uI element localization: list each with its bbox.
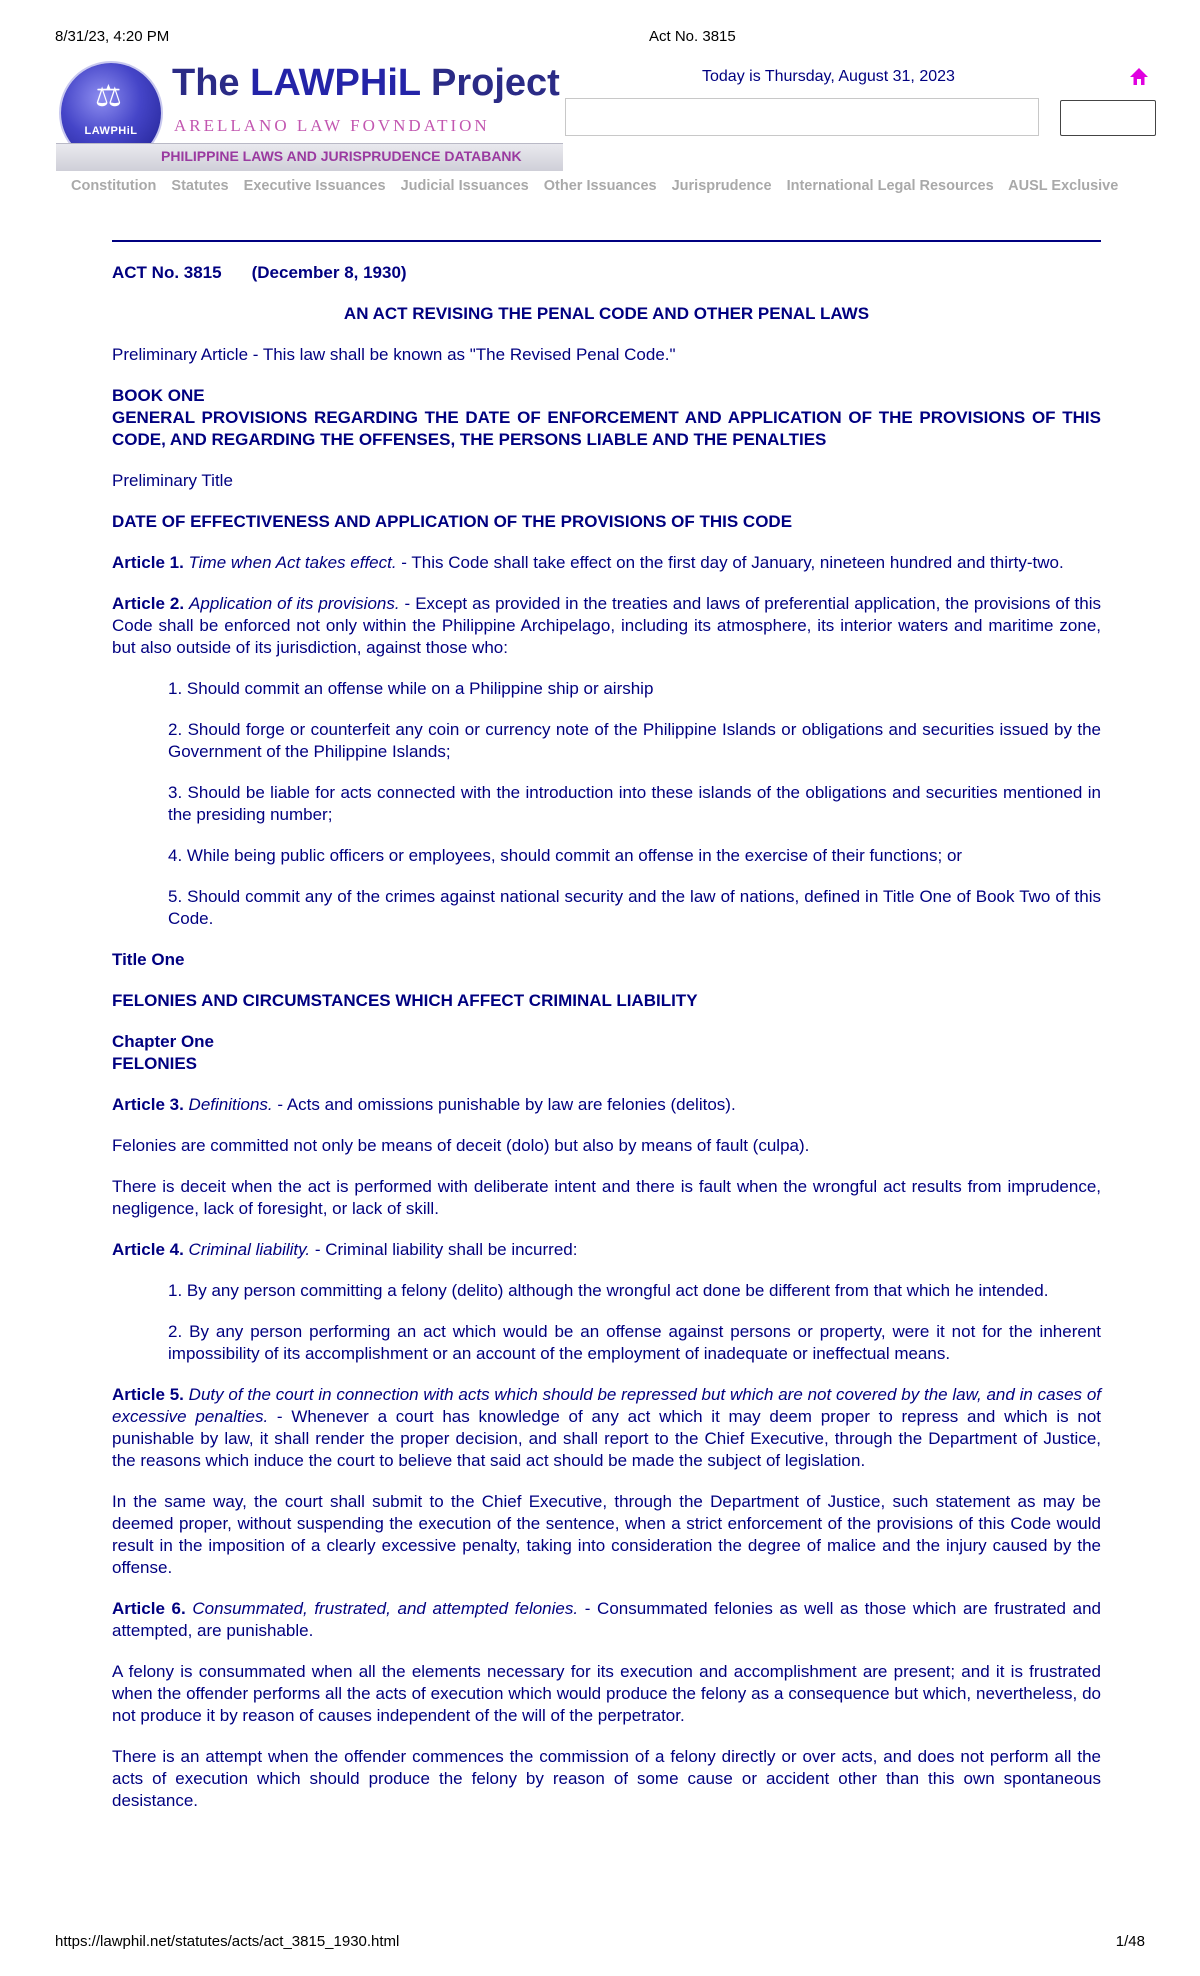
today-date: Today is Thursday, August 31, 2023 (702, 68, 955, 85)
preliminary-title: Preliminary Title (112, 471, 233, 490)
article-1-text: - This Code shall take effect on the first day of January, nineteen hundred and thirty-two. (396, 553, 1064, 572)
nav-executive-issuances[interactable]: Executive Issuances (243, 178, 386, 194)
article-3-text: - Acts and omissions punishable by law are felonies (delitos). (272, 1095, 736, 1114)
databank-label: PHILIPPINE LAWS AND JURISPRUDENCE DATABANK (161, 148, 522, 164)
databank-bar (56, 143, 563, 171)
article-1 (112, 552, 1101, 574)
article-4-caption: Criminal liability. (188, 1240, 311, 1259)
print-footer (55, 1933, 1145, 1953)
nav-constitution[interactable]: Constitution (71, 178, 157, 194)
article-2-text: - Except as provided in the treaties and laws of preferential application, the provisions of this Code shall be enforced not only within the Philippine Archipelago, including its atmosphere, its interior waters and maritime zone, but also outside of its jurisdiction, against those who: (112, 594, 1101, 657)
nav-other-issuances[interactable]: Other Issuances (543, 178, 657, 194)
search-button[interactable] (1060, 100, 1156, 136)
article-2-item: 2. Should forge or counterfeit any coin or currency note of the Philippine Islands or obligations and securities issued by the Government of the Philippine Islands; (168, 720, 1101, 761)
main-nav (71, 178, 1131, 194)
article-4-label: Article 4. (112, 1240, 184, 1259)
article-3-paragraph: Felonies are committed not only be means of deceit (dolo) but also by means of fault (culpa). (112, 1136, 810, 1155)
article-6-caption: Consummated, frustrated, and attempted felonies. (192, 1599, 579, 1618)
act-date: (December 8, 1930) (251, 263, 407, 282)
title-one-heading: FELONIES AND CIRCUMSTANCES WHICH AFFECT CRIMINAL LIABILITY (112, 991, 698, 1010)
site-title-suffix: Project (420, 62, 560, 104)
article-4-item: 2. By any person performing an act which would be an offense against persons or property, were it not for the inherent impossibility of its accomplishment or an account of the employment of inadequate or ineffectual means. (168, 1322, 1101, 1363)
act-title: AN ACT REVISING THE PENAL CODE AND OTHER PENAL LAWS (343, 304, 870, 323)
preliminary-title-heading: DATE OF EFFECTIVENESS AND APPLICATION OF THE PROVISIONS OF THIS CODE (112, 512, 793, 531)
print-header (55, 28, 1145, 48)
print-datetime: 8/31/23, 4:20 PM (55, 28, 170, 45)
scales-icon: ⚖ (95, 80, 122, 113)
chapter-one-heading (112, 1031, 1101, 1075)
site-title-brand: LAWPHiL (250, 62, 421, 104)
header-divider (112, 240, 1101, 242)
title-one: Title One (112, 950, 185, 969)
article-5-label: Article 5. (112, 1385, 184, 1404)
chapter-one-title: FELONIES (112, 1054, 198, 1073)
emblem-text: LAWPHiL (84, 125, 138, 137)
article-1-label: Article 1. (112, 553, 184, 572)
site-logo[interactable] (56, 60, 563, 172)
act-heading (112, 262, 1101, 284)
site-title (172, 62, 560, 105)
article-4 (112, 1239, 1101, 1261)
article-6-paragraph: There is an attempt when the offender commences the commission of a felony directly or over acts, and does not perform all the acts of execution which should produce the felony by reason of some cause or accident other than this own spontaneous desistance. (112, 1747, 1101, 1810)
article-2-label: Article 2. (112, 594, 185, 613)
site-title-prefix: The (172, 62, 251, 104)
nav-statutes[interactable]: Statutes (171, 178, 229, 194)
article-2-caption: Application of its provisions. (189, 594, 400, 613)
article-2-item: 3. Should be liable for acts connected with the introduction into these islands of the obligations and securities mentioned in the presiding number; (168, 783, 1101, 824)
book-one-title: GENERAL PROVISIONS REGARDING THE DATE OF ENFORCEMENT AND APPLICATION OF THE PROVISIONS OF THIS CODE, AND REGARDING THE OFFENSES, THE PERSONS LIABLE AND THE PENALTIES (112, 408, 1101, 449)
article-2-item: 5. Should commit any of the crimes against national security and the law of nations, defined in Title One of Book Two of this Code. (168, 887, 1101, 928)
act-number: ACT No. 3815 (112, 263, 222, 282)
search-input[interactable] (565, 98, 1039, 136)
nav-judicial-issuances[interactable]: Judicial Issuances (400, 178, 529, 194)
article-4-text: - Criminal liability shall be incurred: (310, 1240, 578, 1259)
print-page-number: 1/48 (1115, 1933, 1145, 1950)
article-5-text: - Whenever a court has knowledge of any act which it may deem proper to repress and which is not punishable by law, it shall render the proper decision, and shall report to the Chief Executive, through the Department of Justice, the reasons which induce the court to believe that said act should be made the subject of legislation. (112, 1407, 1101, 1470)
article-3-paragraph: There is deceit when the act is performed with deliberate intent and there is fault when the wrongful act results from imprudence, negligence, lack of foresight, or lack of skill. (112, 1177, 1101, 1218)
print-doc-title: Act No. 3815 (649, 28, 736, 45)
article-6-text: - Consummated felonies as well as those which are frustrated and attempted, are punishable. (112, 1599, 1102, 1640)
preliminary-article: Preliminary Article - This law shall be known as "The Revised Penal Code." (112, 345, 676, 364)
article-6 (112, 1598, 1101, 1642)
article-6-label: Article 6. (112, 1599, 186, 1618)
nav-ausl-exclusive[interactable]: AUSL Exclusive (1008, 178, 1119, 194)
book-one: BOOK ONE (112, 386, 205, 405)
chapter-one: Chapter One (112, 1032, 215, 1051)
article-5-paragraph: In the same way, the court shall submit to the Chief Executive, through the Department of Justice, such statement as may be deemed proper, without suspending the execution of the sentence, when a strict enforcement of the provisions of this Code would result in the imposition of a clearly excessive penalty, taking into consideration the degree of malice and the injury caused by the offense. (112, 1492, 1101, 1577)
article-1-caption: Time when Act takes effect. (188, 553, 397, 572)
article-4-item: 1. By any person committing a felony (delito) although the wrongful act done be different from that which he intended. (168, 1281, 1049, 1300)
article-6-paragraph: A felony is consummated when all the elements necessary for its execution and accomplishment are present; and it is frustrated when the offender performs all the acts of execution which would produce the felony as a consequence but which, nevertheless, do not produce it by reason of causes independent of the will of the perpetrator. (112, 1662, 1101, 1725)
nav-jurisprudence[interactable]: Jurisprudence (671, 178, 772, 194)
article-5 (112, 1384, 1101, 1472)
article-5-caption: Duty of the court in connection with acts which should be repressed but which are not covered by the law, and in cases of excessive penalties. (112, 1385, 1101, 1426)
print-url[interactable]: https://lawphil.net/statutes/acts/act_3815_1930.html (55, 1933, 400, 1950)
article-2-item: 4. While being public officers or employees, should commit an offense in the exercise of their functions; or (168, 846, 963, 865)
article-3 (112, 1094, 1101, 1116)
foundation-name: ARELLANO LAW FOVNDATION (174, 116, 490, 135)
nav-international-legal-resources[interactable]: International Legal Resources (786, 178, 994, 194)
book-one-heading (112, 385, 1101, 451)
home-icon[interactable] (1128, 66, 1150, 88)
article-3-label: Article 3. (112, 1095, 184, 1114)
article-2 (112, 593, 1101, 659)
article-3-caption: Definitions. (188, 1095, 273, 1114)
document-body (112, 262, 1101, 1831)
article-2-item: 1. Should commit an offense while on a Philippine ship or airship (168, 679, 654, 698)
